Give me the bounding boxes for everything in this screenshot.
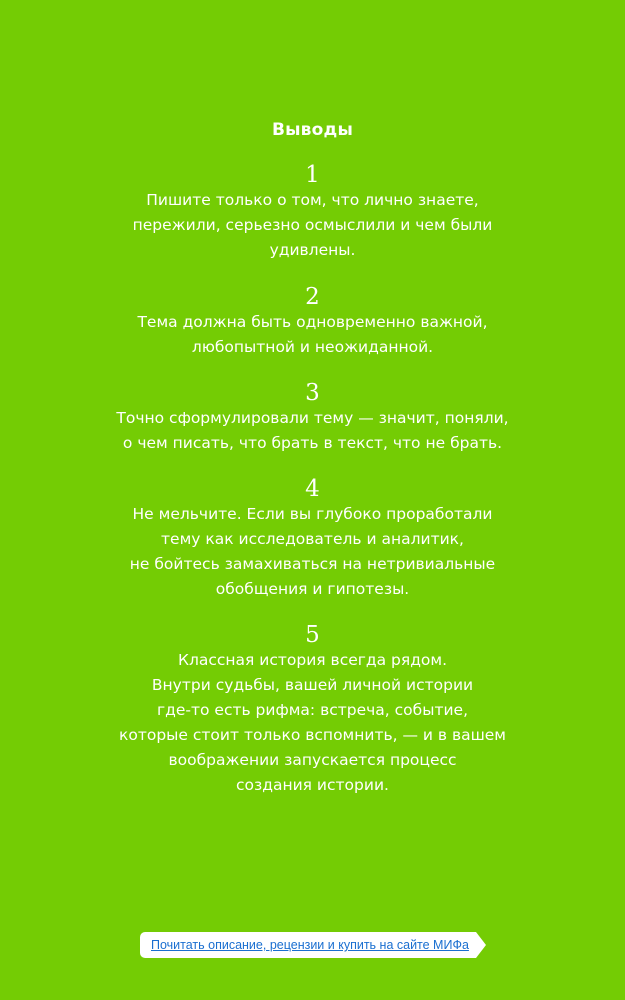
item-number: 1 — [305, 162, 320, 188]
item-number: 2 — [305, 284, 320, 310]
item-text-line: где-то есть рифма: встреча, событие, — [156, 701, 469, 719]
conclusion-item-3 — [0, 380, 625, 456]
item-text-line: создания истории. — [236, 776, 389, 794]
item-text-line: не бойтесь замахиваться на нетривиальные — [129, 555, 496, 573]
item-text-line: обобщения и гипотезы. — [215, 580, 410, 598]
item-text-line: Пишите только о том, что лично знаете, — [146, 191, 479, 209]
conclusion-item-5 — [0, 622, 625, 798]
buy-on-site-link-button[interactable] — [140, 932, 476, 958]
item-text-line: пережили, серьезно осмыслили и чем были — [132, 216, 493, 234]
link-arrow-shape[interactable] — [476, 932, 486, 958]
item-text-line: удивлены. — [269, 241, 356, 259]
conclusion-item-1 — [0, 162, 625, 263]
item-text-line: Тема должна быть одновременно важной, — [137, 313, 488, 331]
item-text-line: о чем писать, что брать в текст, что не брать. — [122, 434, 503, 452]
conclusion-item-4 — [0, 476, 625, 602]
item-text-line: Классная история всегда рядом. — [177, 651, 448, 669]
item-text-line: Не мельчите. Если вы глубоко проработали — [132, 505, 493, 523]
conclusion-item-2 — [0, 284, 625, 360]
item-text-line: которые стоит только вспомнить, — и в вашем — [118, 726, 506, 744]
item-text-line: Точно сформулировали тему — значит, поняли, — [116, 409, 509, 427]
item-text-line: воображении запускается процесс — [168, 751, 457, 769]
item-number: 4 — [305, 476, 320, 502]
item-number: 3 — [305, 380, 320, 406]
buy-on-site-link-label[interactable]: Почитать описание, рецензии и купить на сайте МИФа — [151, 938, 469, 952]
page-heading: Выводы — [271, 120, 354, 140]
item-number: 5 — [305, 622, 320, 648]
item-text-line: любопытной и неожиданной. — [191, 338, 434, 356]
item-text-line: Внутри судьбы, вашей личной истории — [151, 676, 474, 694]
item-text-line: тему как исследователь и аналитик, — [161, 530, 464, 548]
